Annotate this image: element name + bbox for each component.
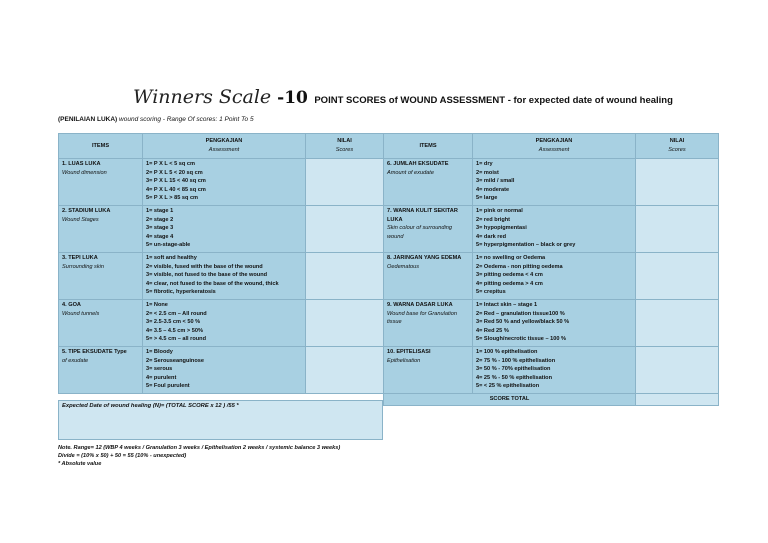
table-row bbox=[59, 347, 719, 394]
header-items-left: ITEMS bbox=[59, 134, 143, 159]
assessment-cell: 1= Intact skin – stage 1 2= Red – granulation tissue100 % 3= Red 50 % and yellow/black 50 % 4= Red 25 % 5= Slough/necrotic tissue – 100 % bbox=[473, 300, 636, 347]
item-cell: 1. LUAS LUKA Wound dimension bbox=[59, 159, 143, 206]
header-score-right: NILAI Scores bbox=[636, 134, 719, 159]
note-range: Note. Range= 12 (WBP 4 weeks / Granulation 3 weeks / Epithelisation 2 weeks / systemic balance 3 weeks) bbox=[58, 445, 341, 451]
expected-date-box[interactable] bbox=[58, 400, 383, 440]
wound-assessment-table bbox=[58, 133, 719, 406]
notes bbox=[58, 444, 340, 469]
assessment-cell: 1= pink or normal 2= red bright 3= hypopigmentasi 4= dark red 5= hyperpigmentation – black or grey bbox=[473, 206, 636, 253]
item-cell: 10. EPITELISASI Epithelisation bbox=[384, 347, 473, 394]
item-cell: 8. JARINGAN YANG EDEMA Oedematous bbox=[384, 253, 473, 300]
item-cell: 6. JUMLAH EKSUDATE Amount of exudate bbox=[384, 159, 473, 206]
score-input-cell[interactable] bbox=[636, 300, 719, 347]
item-cell: 3. TEPI LUKA Surrounding skin bbox=[59, 253, 143, 300]
assessment-cell: 1= dry 2= moist 3= mild / small 4= moderate 5= large bbox=[473, 159, 636, 206]
assessment-cell: 1= 100 % epithelisation 2= 75 % - 100 % epithelisation 3= 50 % - 70% epithelisation 4= 25 % - 50 % epithelisation 5= < 25 % epithelisation bbox=[473, 347, 636, 394]
score-total-value[interactable] bbox=[636, 394, 719, 406]
assessment-cell: 1= Bloody 2= Serouseanguinose 3= serous 4= purulent 5= Foul purulent bbox=[143, 347, 306, 394]
note-absolute: * Absolute value bbox=[58, 461, 102, 468]
score-input-cell[interactable] bbox=[306, 300, 384, 347]
assessment-cell: 1= P X L < 5 sq cm 2= P X L 5 < 20 sq cm 3= P X L 15 < 40 sq cm 4= P X L 40 < 85 sq cm 5= P X L > 85 sq cm bbox=[143, 159, 306, 206]
assessment-cell: 1= soft and healthy 2= visible, fused with the base of the wound 3= visible, not fused to the base of the wound 4= clear, not fused to the base of the wound, thick 5= fibrotic, hyperkeratosis bbox=[143, 253, 306, 300]
item-cell: 2. STADIUM LUKA Wound Stages bbox=[59, 206, 143, 253]
title-main: Winners Scale bbox=[133, 86, 272, 108]
score-input-cell[interactable] bbox=[306, 159, 384, 206]
subheading-label: (PENILAIAN LUKA) bbox=[58, 116, 118, 123]
subheading-range: wound scoring - Range Of scores: 1 Point To 5 bbox=[119, 116, 254, 123]
title-number: -10 bbox=[277, 88, 308, 108]
expected-date-formula: Expected Date of wound healing (N)= (TOTAL SCORE x 12 ) /55 * bbox=[62, 403, 239, 409]
assessment-cell: 1= no swelling or Oedema 2= Oedema - non pitting oedema 3= pitting oedema < 4 cm 4= pitting oedema > 4 cm 5= crepitus bbox=[473, 253, 636, 300]
score-total-label: SCORE TOTAL bbox=[384, 394, 636, 406]
table-row bbox=[59, 159, 719, 206]
score-input-cell[interactable] bbox=[636, 347, 719, 394]
score-input-cell[interactable] bbox=[306, 347, 384, 394]
header-score-left: NILAI Scores bbox=[306, 134, 384, 159]
score-input-cell[interactable] bbox=[306, 206, 384, 253]
score-input-cell[interactable] bbox=[636, 159, 719, 206]
item-cell: 4. GOA Wound tunnels bbox=[59, 300, 143, 347]
item-cell: 5. TIPE EKSUDATE Type of exudate bbox=[59, 347, 143, 394]
header-assessment-left: PENGKAJIAN Assessment bbox=[143, 134, 306, 159]
score-input-cell[interactable] bbox=[636, 253, 719, 300]
score-input-cell[interactable] bbox=[636, 206, 719, 253]
assessment-cell: 1= stage 1 2= stage 2 3= stage 3 4= stage 4 5= un-stage-able bbox=[143, 206, 306, 253]
subheading bbox=[58, 116, 254, 123]
score-input-cell[interactable] bbox=[306, 253, 384, 300]
table-row bbox=[59, 253, 719, 300]
table-row bbox=[59, 206, 719, 253]
note-divide: Divide = (10% x 50) + 50 = 55 (10% - unexpected) bbox=[58, 453, 187, 460]
header-row bbox=[59, 134, 719, 159]
header-items-right: ITEMS bbox=[384, 134, 473, 159]
item-cell: 9. WARNA DASAR LUKA Wound base for Granulation tissue bbox=[384, 300, 473, 347]
title-subtitle: POINT SCORES of WOUND ASSESSMENT - for expected date of wound healing bbox=[314, 95, 673, 106]
table-row bbox=[59, 300, 719, 347]
assessment-cell: 1= None 2= < 2.5 cm – All round 3= 2.5-3.5 cm < 50 % 4= 3.5 – 4.5 cm > 50% 5= > 4.5 cm – all round bbox=[143, 300, 306, 347]
item-cell: 7. WARNA KULIT SEKITAR LUKA Skin colour of surrounding wound bbox=[384, 206, 473, 253]
document-title bbox=[133, 86, 673, 108]
header-assessment-right: PENGKAJIAN Assessment bbox=[473, 134, 636, 159]
